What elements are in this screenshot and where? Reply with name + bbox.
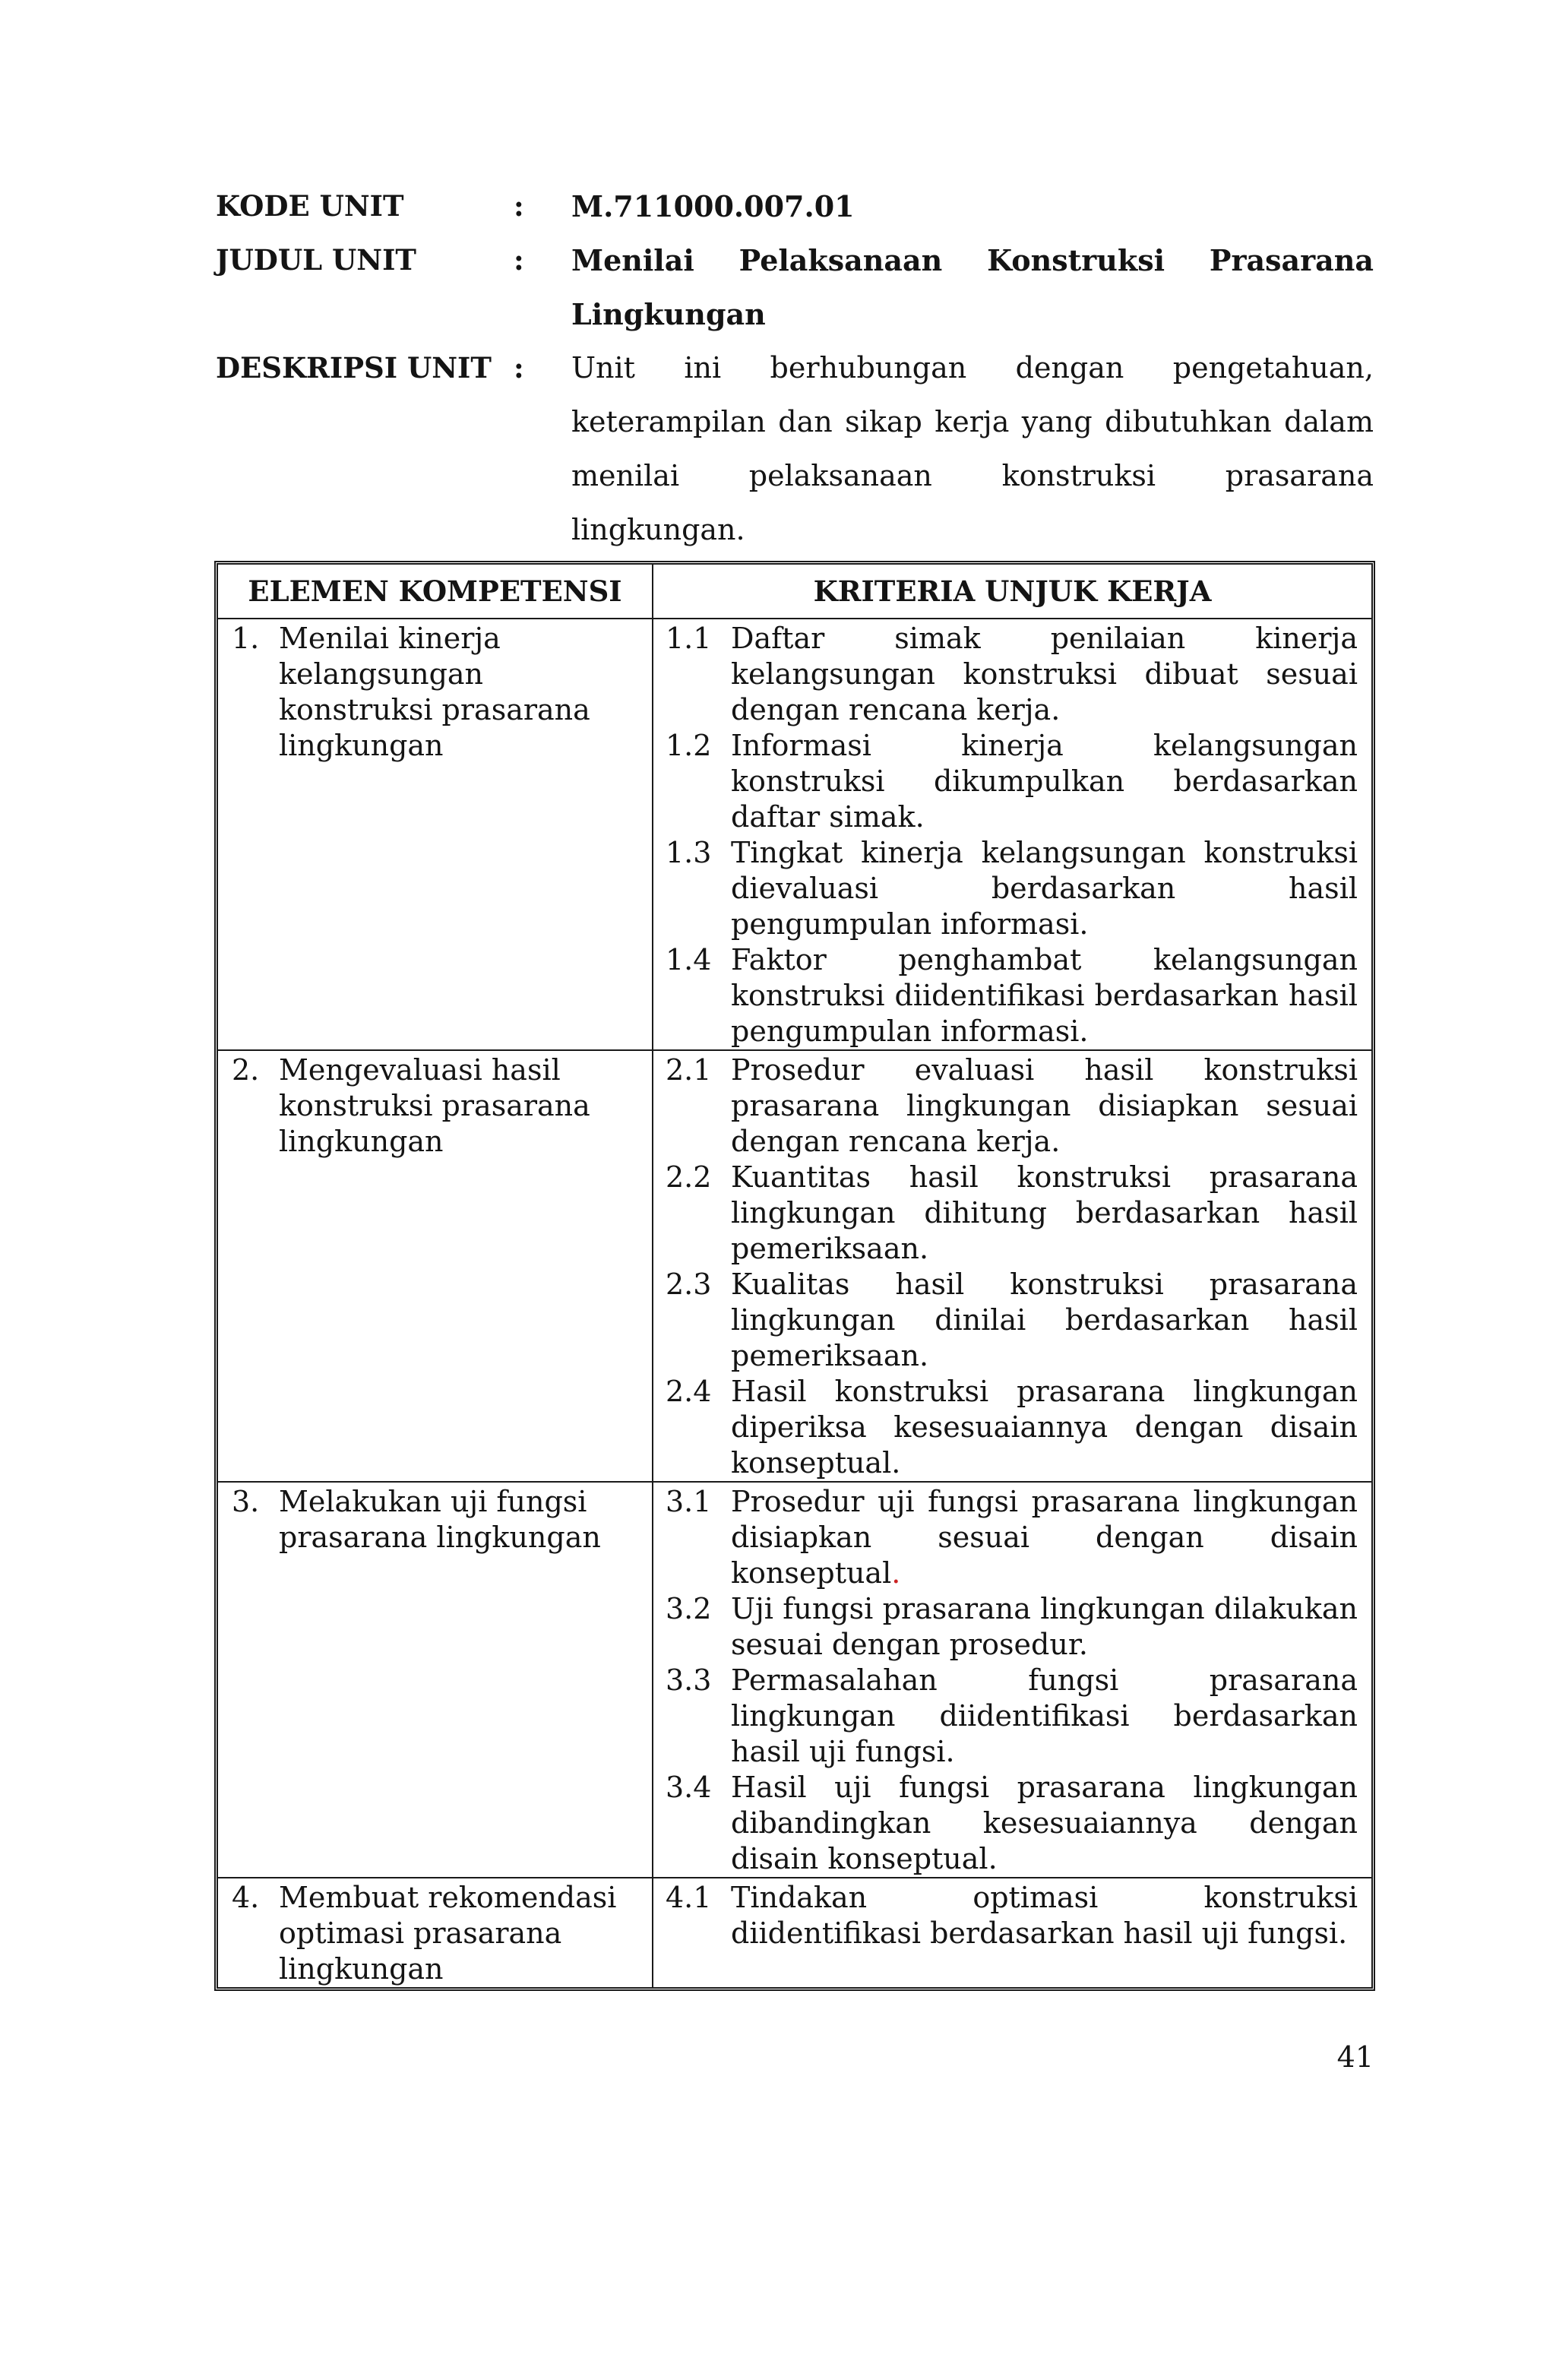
element-item (218, 619, 652, 764)
criteria-item (666, 728, 1358, 835)
criteria-text (731, 1052, 1358, 1160)
criteria-cell (653, 1878, 1371, 1987)
criteria-number: 1.2 (666, 729, 712, 762)
kode-unit-value: M.711000.007.01 (571, 189, 855, 223)
header-kriteria-unjuk-kerja: KRITERIA UNJUK KERJA (653, 565, 1371, 619)
criteria-item (666, 1374, 1358, 1481)
unit-header (216, 179, 1374, 557)
element-cell (218, 1878, 653, 1987)
criteria-number: 4.1 (666, 1881, 712, 1914)
kode-unit-colon: : (514, 189, 524, 223)
criteria-cell (653, 1050, 1371, 1482)
criteria-item (666, 1267, 1358, 1374)
criteria-number: 2.3 (666, 1268, 712, 1301)
element-text: Mengevaluasi hasil konstruksi prasarana lingkungan (279, 1053, 590, 1158)
criteria-text-body: Hasil konstruksi prasarana lingkungan diperiksa kesesuaiannya dengan disain konseptual. (731, 1375, 1358, 1480)
criteria-number: 3.1 (666, 1485, 712, 1518)
element-cell (218, 1050, 653, 1482)
criteria-text-body: Permasalahan fungsi prasarana lingkungan diidentifikasi berdasarkan hasil uji fungsi. (731, 1663, 1358, 1768)
criteria-item (666, 1160, 1358, 1267)
criteria-text-body: Tindakan optimasi konstruksi diidentifikasi berdasarkan hasil uji fungsi. (731, 1881, 1358, 1950)
table-body (218, 619, 1371, 1987)
criteria-text (731, 1770, 1358, 1877)
criteria-number: 3.4 (666, 1771, 712, 1804)
criteria-list (653, 619, 1371, 1049)
criteria-item (666, 835, 1358, 942)
element-item (218, 1878, 652, 1987)
element-item (218, 1051, 652, 1160)
criteria-item (666, 1880, 1358, 1951)
page-number: 41 (1336, 2040, 1374, 2074)
table-row (218, 1878, 1371, 1987)
criteria-item (666, 1052, 1358, 1160)
header-elemen-kompetensi: ELEMEN KOMPETENSI (218, 565, 653, 619)
criteria-list (653, 1878, 1371, 1951)
criteria-text (731, 621, 1358, 728)
deskripsi-unit-row (216, 341, 1374, 557)
criteria-text (731, 1160, 1358, 1267)
element-cell (218, 1482, 653, 1878)
criteria-text-body: Tingkat kinerja kelangsungan konstruksi dievaluasi berdasarkan hasil pengumpulan informasi. (731, 836, 1358, 941)
criteria-text-body: Kuantitas hasil konstruksi prasarana lingkungan dihitung berdasarkan hasil pemeriksaan. (731, 1160, 1358, 1265)
criteria-text-body: Prosedur evaluasi hasil konstruksi prasarana lingkungan disiapkan sesuai dengan rencana kerja. (731, 1053, 1358, 1158)
criteria-text-body: Informasi kinerja kelangsungan konstruksi dikumpulkan berdasarkan daftar simak. (731, 729, 1358, 834)
criteria-text (731, 1267, 1358, 1374)
criteria-number: 2.4 (666, 1375, 712, 1408)
criteria-text (731, 1484, 1358, 1591)
element-text: Menilai kinerja kelangsungan konstruksi prasarana lingkungan (279, 622, 590, 762)
criteria-number: 2.1 (666, 1053, 712, 1087)
criteria-text (731, 835, 1358, 942)
table-row (218, 1050, 1371, 1482)
criteria-cell (653, 1482, 1371, 1878)
deskripsi-unit-label: DESKRIPSI UNIT (216, 351, 492, 385)
criteria-item (666, 1663, 1358, 1770)
criteria-text (731, 1880, 1358, 1951)
judul-unit-label: JUDUL UNIT (216, 243, 416, 277)
criteria-number: 1.4 (666, 943, 712, 976)
criteria-number: 2.2 (666, 1160, 712, 1194)
criteria-text (731, 1663, 1358, 1770)
criteria-number: 3.3 (666, 1663, 712, 1697)
judul-unit-value: Menilai Pelaksanaan Konstruksi Prasarana Lingkungan (571, 243, 1374, 331)
table-row (218, 619, 1371, 1050)
criteria-text-body: Uji fungsi prasarana lingkungan dilakukan sesuai dengan prosedur. (731, 1592, 1358, 1661)
criteria-number: 1.3 (666, 836, 712, 869)
table-header-row (218, 565, 1371, 619)
criteria-item (666, 1770, 1358, 1877)
element-number: 4. (232, 1881, 260, 1914)
element-cell (218, 619, 653, 1050)
judul-unit-colon: : (514, 243, 524, 277)
element-number: 2. (232, 1053, 260, 1087)
competency-table (214, 561, 1375, 1991)
criteria-text (731, 728, 1358, 835)
criteria-list (653, 1051, 1371, 1481)
element-item (218, 1483, 652, 1556)
criteria-item (666, 621, 1358, 728)
criteria-item (666, 1484, 1358, 1591)
criteria-trailing-mark: . (891, 1556, 901, 1590)
criteria-list (653, 1483, 1371, 1877)
criteria-text (731, 942, 1358, 1049)
criteria-text-body: Hasil uji fungsi prasarana lingkungan dibandingkan kesesuaiannya dengan disain konseptual. (731, 1771, 1358, 1875)
judul-unit-row (216, 233, 1374, 341)
criteria-text (731, 1591, 1358, 1663)
element-number: 1. (232, 622, 260, 655)
deskripsi-unit-value: Unit ini berhubungan dengan pengetahuan, keterampilan dan sikap kerja yang dibutuhkan dalam menilai pelaksanaan konstruksi prasarana lingkungan. (571, 351, 1374, 546)
kode-unit-row (216, 179, 1374, 233)
criteria-cell (653, 619, 1371, 1050)
criteria-number: 1.1 (666, 622, 712, 655)
element-text: Melakukan uji fungsi prasarana lingkungan (279, 1485, 601, 1554)
deskripsi-unit-colon: : (514, 351, 524, 385)
criteria-item (666, 942, 1358, 1049)
criteria-text-body: Kualitas hasil konstruksi prasarana lingkungan dinilai berdasarkan hasil pemeriksaan. (731, 1268, 1358, 1372)
criteria-text-body: Faktor penghambat kelangsungan konstruksi diidentifikasi berdasarkan hasil pengumpulan informasi. (731, 943, 1358, 1048)
element-number: 3. (232, 1485, 260, 1518)
element-text: Membuat rekomendasi optimasi prasarana lingkungan (279, 1881, 617, 1986)
criteria-text-body: Daftar simak penilaian kinerja kelangsungan konstruksi dibuat sesuai dengan rencana kerja. (731, 622, 1358, 726)
criteria-text-body: Prosedur uji fungsi prasarana lingkungan disiapkan sesuai dengan disain konseptual (731, 1485, 1358, 1590)
criteria-item (666, 1591, 1358, 1663)
criteria-text (731, 1374, 1358, 1481)
kode-unit-label: KODE UNIT (216, 189, 404, 223)
table-row (218, 1482, 1371, 1878)
criteria-number: 3.2 (666, 1592, 712, 1625)
